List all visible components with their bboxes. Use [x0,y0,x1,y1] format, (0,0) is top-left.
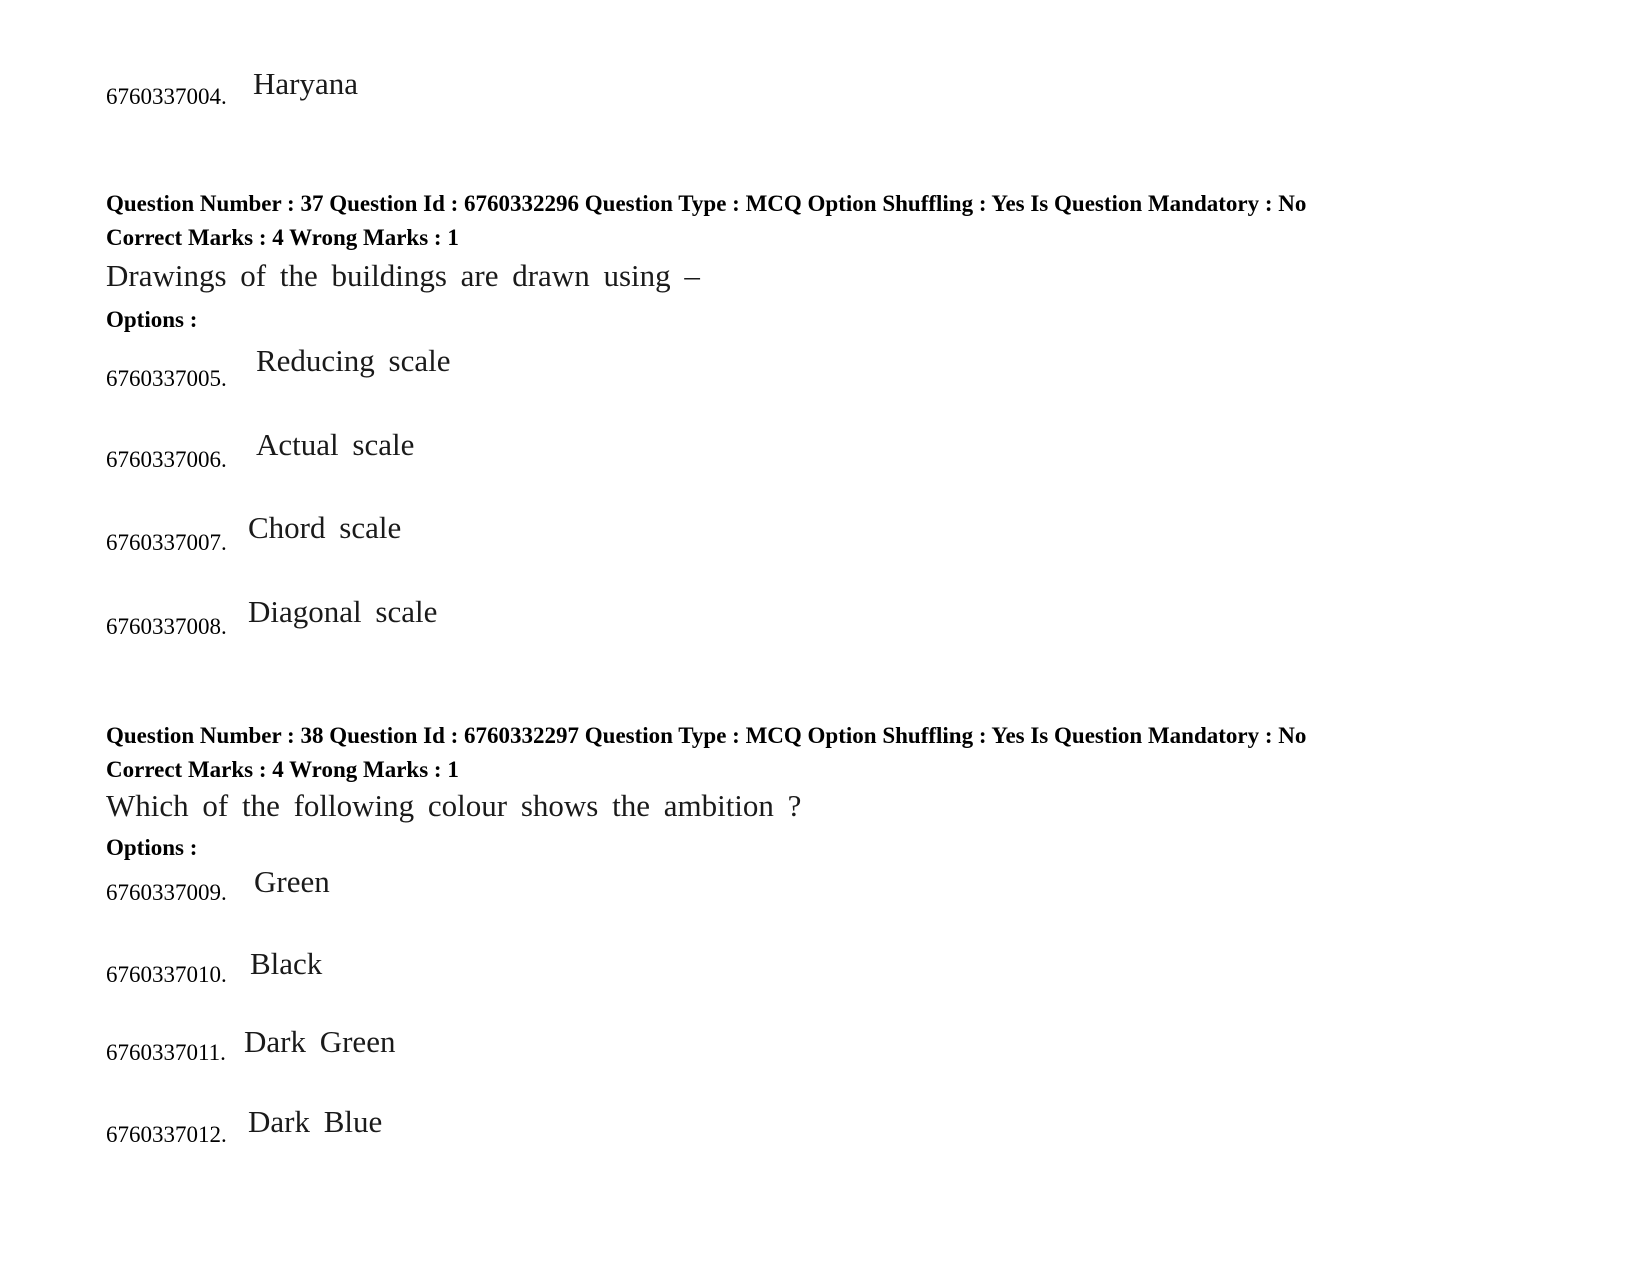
question-marks: Correct Marks : 4 Wrong Marks : 1 [106,225,459,250]
option-text: Reducing scale [256,343,451,378]
options-label: Options : [106,307,198,332]
options-label: Options : [106,835,198,860]
question-meta: Question Number : 37 Question Id : 6760332296 Question Type : MCQ Option Shuffling : Yes Is Question Mandatory : No [106,191,1307,216]
question-marks: Correct Marks : 4 Wrong Marks : 1 [106,757,459,782]
option-id: 6760337011. [106,1040,226,1065]
question-text: Which of the following colour shows the ambition ? [106,788,802,823]
option-text: Green [254,864,330,899]
option-id: 6760337007. [106,530,227,555]
option-text: Dark Blue [248,1104,383,1139]
option-id: 6760337005. [106,366,227,391]
option-id: 6760337006. [106,447,227,472]
option-text: Haryana [253,66,358,101]
question-meta: Question Number : 38 Question Id : 6760332297 Question Type : MCQ Option Shuffling : Yes Is Question Mandatory : No [106,723,1307,748]
option-text: Dark Green [244,1024,396,1059]
option-id: 6760337009. [106,880,227,905]
option-id: 6760337004. [106,84,227,109]
option-text: Actual scale [256,427,415,462]
option-text: Black [250,946,323,981]
option-id: 6760337012. [106,1122,227,1147]
option-id: 6760337008. [106,614,227,639]
option-text: Diagonal scale [248,594,438,629]
question-text: Drawings of the buildings are drawn using – [106,258,700,293]
option-id: 6760337010. [106,962,227,987]
option-text: Chord scale [248,510,402,545]
